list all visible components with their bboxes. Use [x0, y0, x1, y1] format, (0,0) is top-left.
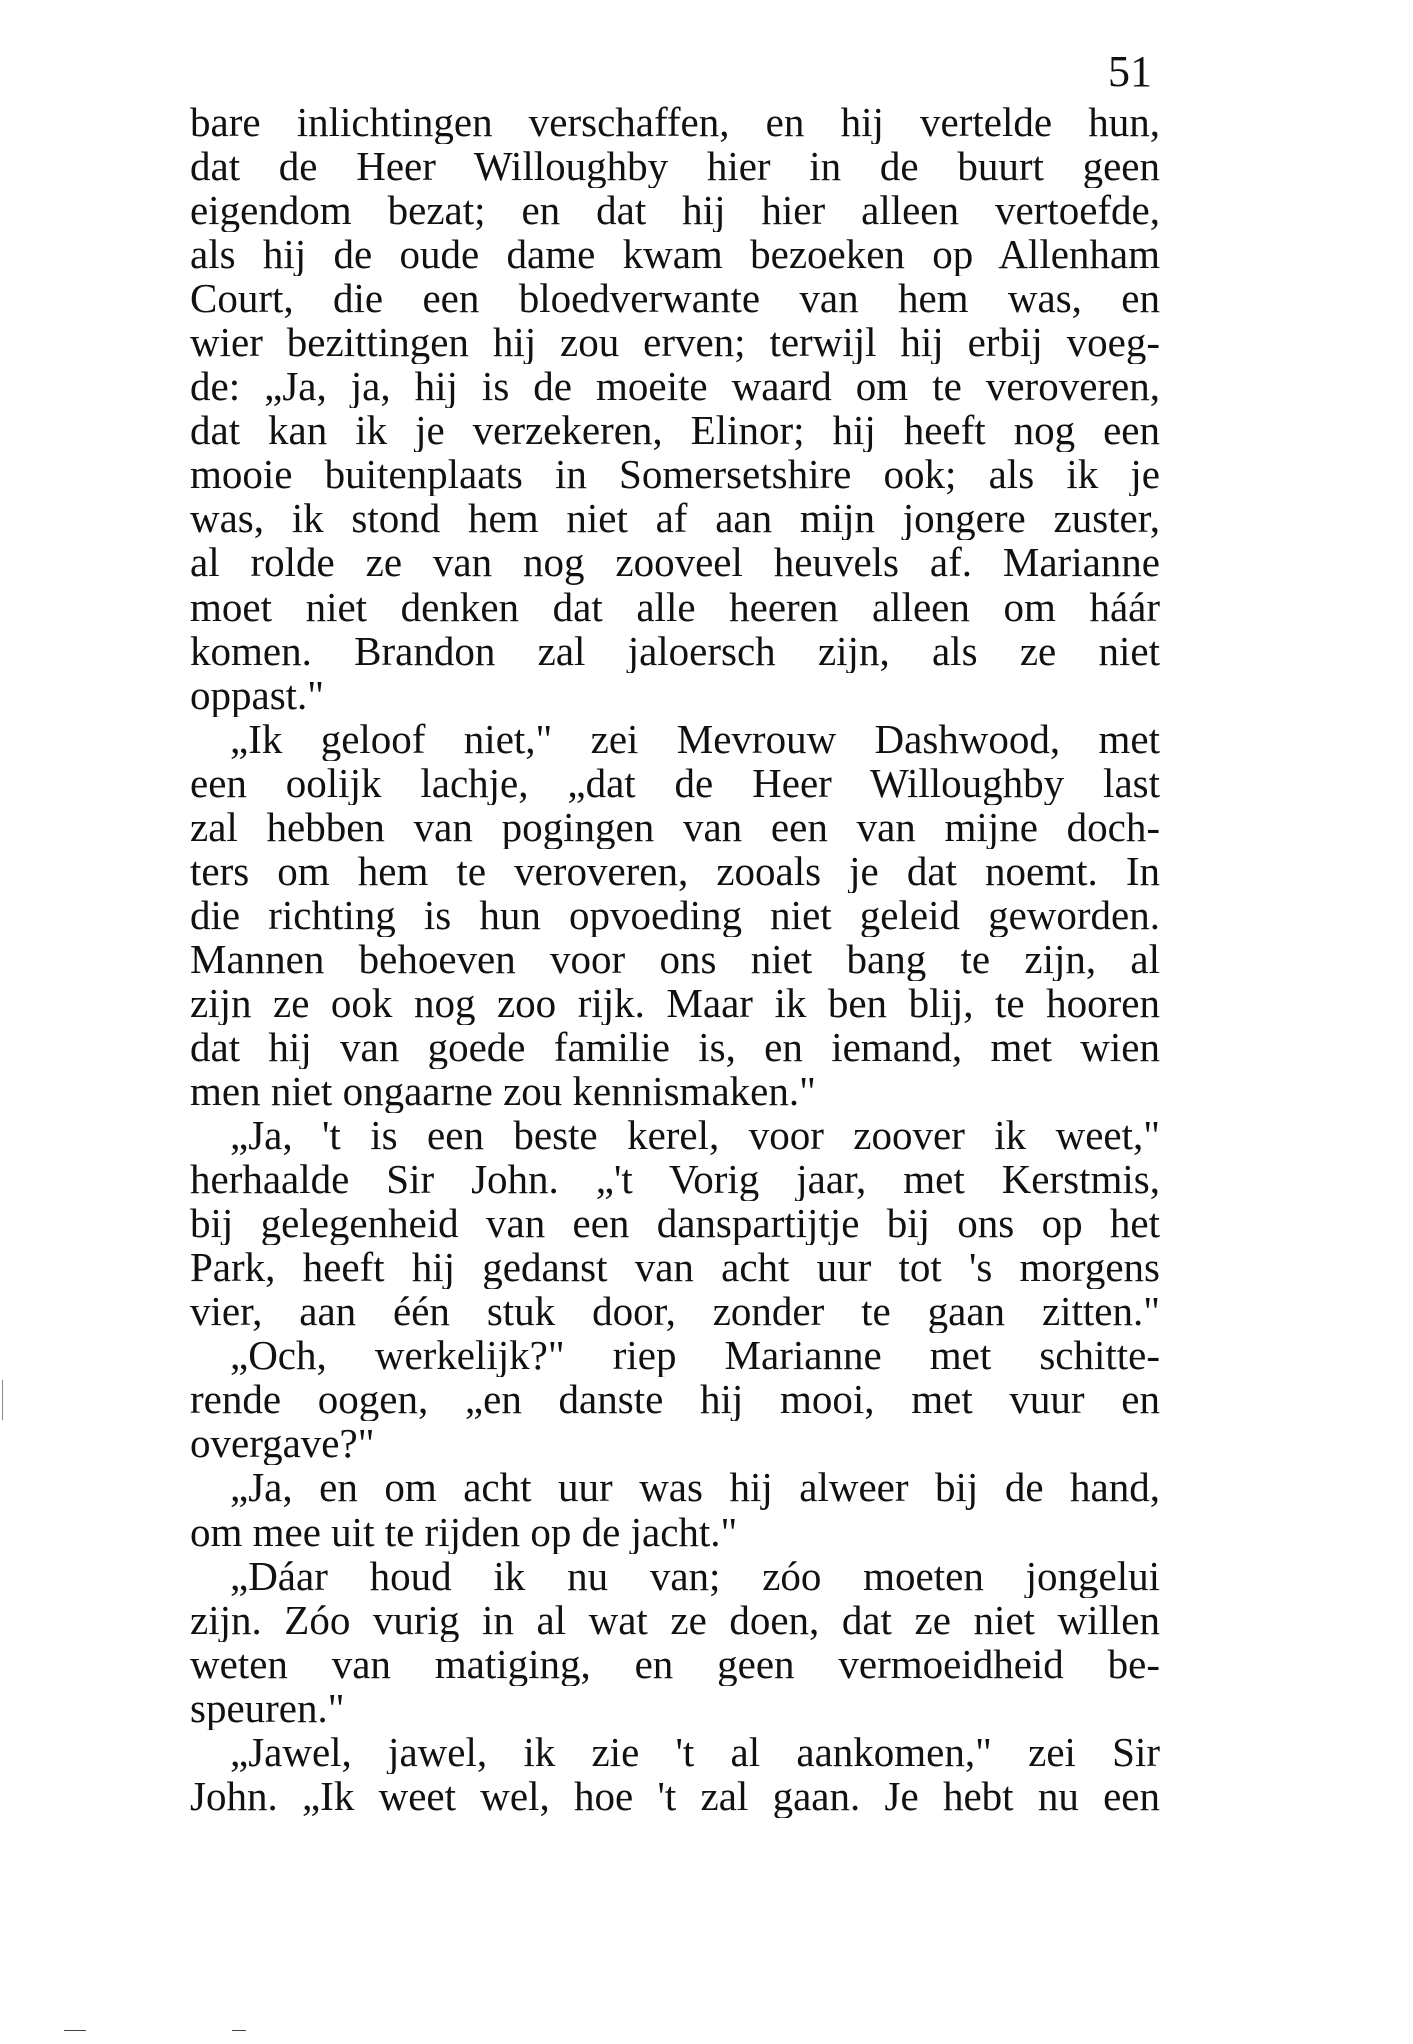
text-line: dat de Heer Willoughby hier in de buurt geen	[190, 144, 1160, 189]
text-line: Park, heeft hij gedanst van acht uur tot 's morgens	[190, 1245, 1160, 1290]
text-line: zijn ze ook nog zoo rijk. Maar ik ben blij, te hooren	[190, 980, 1160, 1025]
text-line: eigendom bezat; en dat hij hier alleen vertoefde,	[190, 188, 1160, 233]
scan-edge-mark	[2, 1380, 3, 1420]
text-line: speuren."	[190, 1685, 345, 1730]
scan-footer-mark	[64, 2030, 86, 2031]
text-line: „Ja, 't is een beste kerel, voor zoover ik weet,"	[230, 1113, 1160, 1158]
text-line: om mee uit te rijden op de jacht."	[190, 1509, 738, 1554]
text-line: Court, die een bloedverwante van hem was, en	[190, 276, 1160, 321]
text-line: „Dáar houd ik nu van; zóo moeten jongelui	[230, 1553, 1160, 1598]
text-line: bij gelegenheid van een danspartijtje bij ons op het	[190, 1201, 1160, 1246]
text-line: die richting is hun opvoeding niet geleid geworden.	[190, 892, 1160, 937]
text-line: de: „Ja, ja, hij is de moeite waard om te veroveren,	[190, 364, 1160, 409]
text-line: wier bezittingen hij zou erven; terwijl hij erbij voeg-	[190, 320, 1160, 365]
text-line: weten van matiging, en geen vermoeidheid be-	[190, 1641, 1160, 1686]
text-line: herhaalde Sir John. „'t Vorig jaar, met Kerstmis,	[190, 1157, 1160, 1202]
text-line: vier, aan één stuk door, zonder te gaan zitten."	[190, 1289, 1160, 1334]
text-line: dat hij van goede familie is, en iemand, met wien	[190, 1024, 1160, 1070]
text-line: Mannen behoeven voor ons niet bang te zijn, al	[190, 936, 1160, 981]
page-number: 51	[1108, 47, 1152, 96]
text-line: moet niet denken dat alle heeren alleen om háár	[190, 584, 1160, 629]
text-line: mooie buitenplaats in Somersetshire ook; als ik je	[190, 452, 1160, 497]
text-line: bare inlichtingen verschaffen, en hij vertelde hun,	[190, 100, 1160, 145]
text-line: rende oogen, „en danste hij mooi, met vuur en	[190, 1377, 1160, 1422]
text-line: zijn. Zóo vurig in al wat ze doen, dat ze niet willen	[190, 1597, 1160, 1642]
text-line: „Ik geloof niet," zei Mevrouw Dashwood, met	[230, 716, 1160, 761]
body-text	[190, 100, 1160, 1818]
text-line: dat kan ik je verzekeren, Elinor; hij heeft nog een	[190, 408, 1160, 453]
text-line: komen. Brandon zal jaloersch zijn, als ze niet	[190, 628, 1160, 673]
text-line: was, ik stond hem niet af aan mijn jongere zuster,	[190, 496, 1160, 541]
text-line: „Och, werkelijk?" riep Marianne met schitte-	[230, 1333, 1160, 1378]
text-line: men niet ongaarne zou kennismaken."	[190, 1069, 816, 1114]
text-line: „Ja, en om acht uur was hij alweer bij de hand,	[230, 1465, 1160, 1510]
text-line: „Jawel, jawel, ik zie 't al aankomen," zei Sir	[230, 1729, 1160, 1774]
text-line: overgave?"	[190, 1421, 375, 1466]
scan-footer-mark	[232, 2030, 246, 2031]
text-line: John. „Ik weet wel, hoe 't zal gaan. Je hebt nu een	[190, 1773, 1160, 1818]
text-line: oppast."	[190, 672, 325, 717]
text-line: ters om hem te veroveren, zooals je dat noemt. In	[190, 848, 1160, 893]
text-line: als hij de oude dame kwam bezoeken op Allenham	[190, 232, 1160, 277]
text-line: zal hebben van pogingen van een van mijne doch-	[190, 804, 1160, 849]
text-line: al rolde ze van nog zooveel heuvels af. Marianne	[190, 540, 1160, 585]
text-line: een oolijk lachje, „dat de Heer Willoughby last	[190, 760, 1160, 805]
